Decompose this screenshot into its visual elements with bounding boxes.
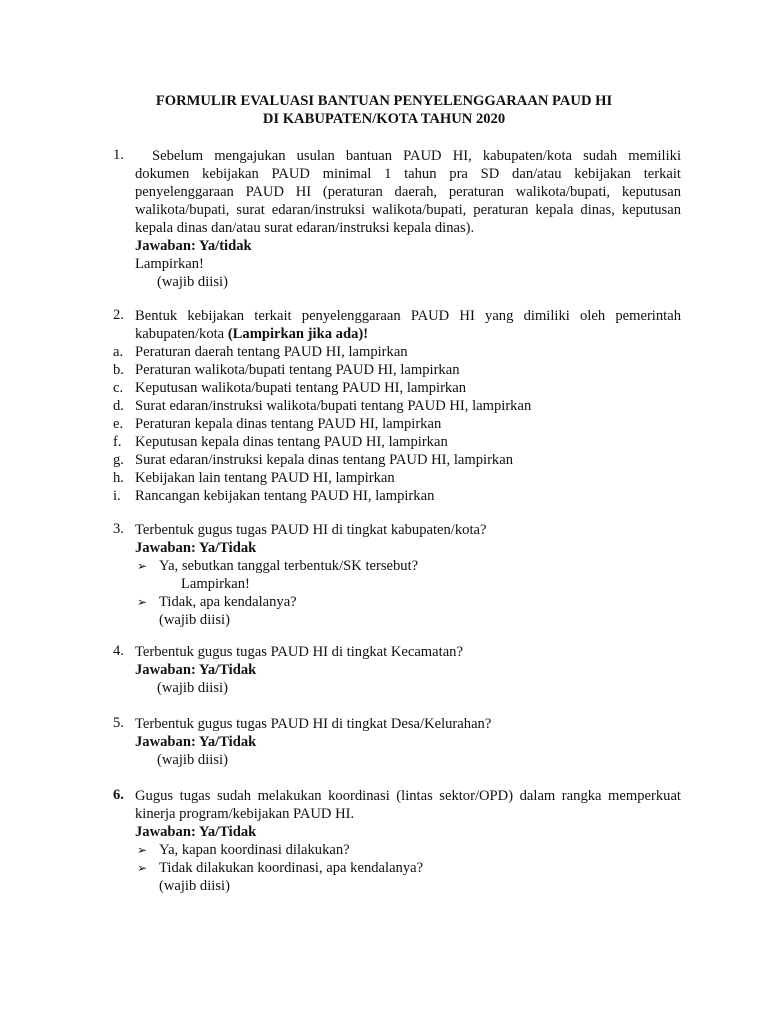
question-6 [113, 787, 681, 895]
list-letter: b. [113, 362, 124, 378]
list-item [113, 469, 681, 487]
list-item-text: Surat edaran/instruksi walikota/bupati tentang PAUD HI, lampirkan [135, 398, 532, 414]
list-item [113, 451, 681, 469]
list-item-text: Tidak dilakukan koordinasi, apa kendalanya? [159, 860, 424, 876]
answer-options-list [113, 841, 681, 877]
question-text-line: kepala dinas dan/atau surat edaran/instruksi kepala dinas). [135, 220, 475, 236]
required-note: (wajib diisi) [157, 274, 228, 290]
required-note: (wajib diisi) [157, 680, 228, 696]
question-text-line: walikota/bupati, surat edaran/instruksi walikota/bupati, peraturan kepala dinas, keputusan [135, 202, 681, 218]
question-text-line: kinerja program/kebijakan PAUD HI. [135, 806, 355, 822]
arrowhead-bullet-icon: ➢ [137, 861, 148, 875]
list-item-text: Tidak, apa kendalanya? [159, 594, 297, 610]
list-letter: i. [113, 488, 121, 504]
list-item [113, 379, 681, 397]
answer-label: Jawaban: Ya/Tidak [135, 540, 257, 556]
list-item [113, 397, 681, 415]
arrowhead-bullet-icon: ➢ [137, 559, 148, 573]
list-item [113, 415, 681, 433]
document-title-line-2: DI KABUPATEN/KOTA TAHUN 2020 [262, 111, 506, 127]
answer-label: Jawaban: Ya/Tidak [135, 662, 257, 678]
list-item-text: Peraturan kepala dinas tentang PAUD HI, lampirkan [135, 416, 442, 432]
list-item [113, 343, 681, 361]
answer-label: Jawaban: Ya/tidak [135, 238, 252, 254]
required-note: (wajib diisi) [159, 612, 230, 628]
list-letter: e. [113, 416, 124, 432]
question-text-line: dokumen kebijakan PAUD minimal 1 tahun pra SD dan/atau kebijakan terkait [135, 166, 681, 182]
list-item [113, 487, 681, 505]
list-item-text: Ya, kapan koordinasi dilakukan? [159, 842, 350, 858]
list-item [113, 361, 681, 379]
list-letter: d. [113, 398, 124, 414]
attach-instruction: (Lampirkan jika ada)! [227, 326, 369, 342]
list-item-text: Keputusan walikota/bupati tentang PAUD HI, lampirkan [135, 380, 467, 396]
question-number: 5. [113, 715, 124, 731]
list-item-text: Rancangan kebijakan tentang PAUD HI, lampirkan [135, 488, 435, 504]
list-item-text: Peraturan daerah tentang PAUD HI, lampirkan [135, 344, 408, 360]
list-item [135, 841, 681, 859]
list-letter: h. [113, 470, 124, 486]
list-letter: c. [113, 380, 124, 396]
answer-options-list [113, 557, 681, 575]
list-item-text: Keputusan kepala dinas tentang PAUD HI, lampirkan [135, 434, 448, 450]
answer-options-list [113, 593, 681, 611]
arrowhead-bullet-icon: ➢ [137, 595, 148, 609]
question-text: Terbentuk gugus tugas PAUD HI di tingkat Kecamatan? [135, 644, 463, 660]
question-text-line: penyelenggaraan PAUD HI (peraturan daerah, peraturan walikota/bupati, keputusan [135, 184, 681, 200]
question-3 [113, 521, 681, 629]
list-letter: g. [113, 452, 124, 468]
list-item [113, 433, 681, 451]
required-note: (wajib diisi) [157, 752, 228, 768]
document-title-line-1: FORMULIR EVALUASI BANTUAN PENYELENGGARAAN PAUD HI [155, 93, 613, 109]
list-item [135, 557, 681, 575]
question-2 [113, 307, 681, 505]
question-text: kabupaten/kota [135, 326, 228, 342]
list-letter: a. [113, 344, 124, 360]
attach-instruction: Lampirkan! [135, 256, 204, 272]
list-item-text: Surat edaran/instruksi kepala dinas tentang PAUD HI, lampirkan [135, 452, 514, 468]
question-text-line [135, 325, 681, 343]
question-number: 2. [113, 307, 124, 323]
list-letter: f. [113, 434, 122, 450]
arrowhead-bullet-icon: ➢ [137, 843, 148, 857]
list-item-text: Ya, sebutkan tanggal terbentuk/SK tersebut? [159, 558, 419, 574]
question-number: 6. [113, 787, 124, 803]
question-text-line: Sebelum mengajukan usulan bantuan PAUD HI, kabupaten/kota sudah memiliki [152, 148, 681, 164]
list-item [135, 593, 681, 611]
question-number: 3. [113, 521, 124, 537]
required-note: (wajib diisi) [159, 878, 230, 894]
question-text-line: Gugus tugas sudah melakukan koordinasi (lintas sektor/OPD) dalam rangka memperkuat [135, 788, 681, 804]
question-text: Terbentuk gugus tugas PAUD HI di tingkat kabupaten/kota? [135, 522, 487, 538]
question-4 [113, 643, 681, 697]
question-5 [113, 715, 681, 769]
question-number: 4. [113, 643, 124, 659]
answer-label: Jawaban: Ya/Tidak [135, 824, 257, 840]
question-text-line: Bentuk kebijakan terkait penyelenggaraan PAUD HI yang dimiliki oleh pemerintah [135, 308, 681, 324]
list-item [135, 859, 681, 877]
list-item-text: Kebijakan lain tentang PAUD HI, lampirkan [135, 470, 395, 486]
question-text: Terbentuk gugus tugas PAUD HI di tingkat Desa/Kelurahan? [135, 716, 492, 732]
question-1 [113, 147, 681, 291]
answer-label: Jawaban: Ya/Tidak [135, 734, 257, 750]
attach-instruction: Lampirkan! [181, 576, 250, 592]
question-number: 1. [113, 147, 124, 163]
list-item-text: Peraturan walikota/bupati tentang PAUD HI, lampirkan [135, 362, 460, 378]
policy-options-list [113, 343, 681, 505]
